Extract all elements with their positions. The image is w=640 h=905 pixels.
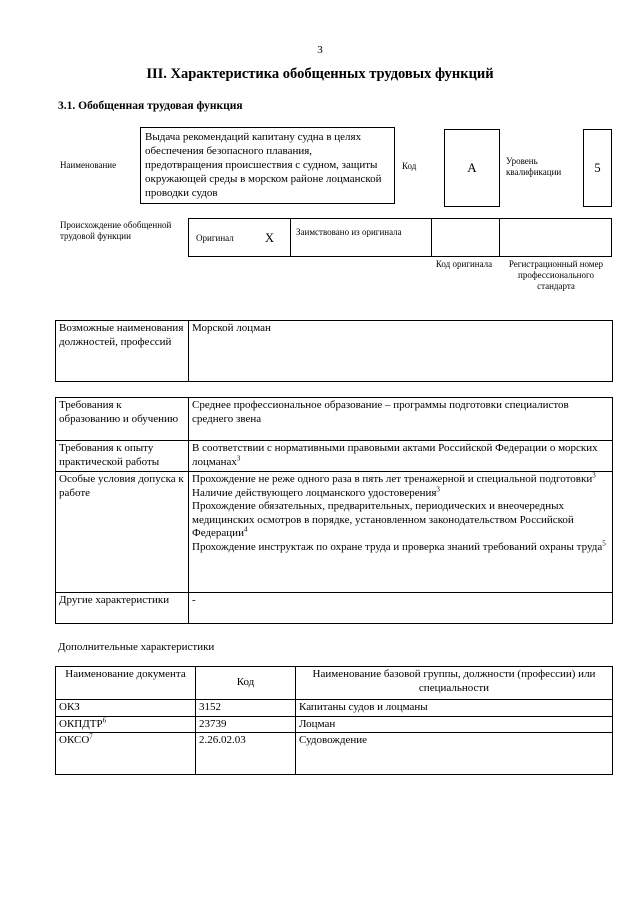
subsection-title: 3.1. Обобщенная трудовая функция bbox=[58, 100, 243, 112]
header-doc: Наименование документа bbox=[56, 667, 196, 700]
origin-label: Происхождение обобщенной трудовой функции bbox=[60, 220, 172, 241]
code-cell: 2.26.02.03 bbox=[196, 733, 296, 775]
req-line bbox=[192, 500, 609, 541]
level-label: Уровень квалификации bbox=[506, 156, 562, 177]
original-label: Оригинал bbox=[196, 233, 234, 243]
doc-name: ОКСО bbox=[59, 734, 90, 746]
req-text: - bbox=[192, 594, 196, 606]
req-value bbox=[189, 398, 613, 441]
req-label: Другие характеристики bbox=[56, 593, 189, 624]
doc-cell bbox=[56, 716, 196, 733]
header-code: Код bbox=[196, 667, 296, 700]
req-text: Наличие действующего лоцманского удостоверения bbox=[192, 486, 437, 499]
req-line bbox=[192, 538, 609, 555]
req-line bbox=[192, 473, 609, 487]
req-row-admission bbox=[56, 472, 613, 593]
doc-name: ОКПДТР bbox=[59, 717, 103, 730]
doc-cell bbox=[56, 700, 196, 717]
req-text: Прохождение обязательных, предварительных, периодических и внеочередных медицинских осмотров в порядке, установленном законодательством Российской Федерации bbox=[192, 500, 574, 539]
req-value bbox=[189, 441, 613, 472]
code-value-box bbox=[444, 129, 500, 207]
footnote-ref: 7 bbox=[89, 732, 93, 741]
original-mark: Х bbox=[265, 231, 275, 245]
footnote-ref: 5 bbox=[602, 538, 606, 547]
function-name-box bbox=[140, 127, 395, 204]
code-label: Код bbox=[402, 161, 417, 171]
origin-row bbox=[188, 218, 612, 257]
req-text: В соответствии с нормативными правовыми актами Российской Федерации о морских лоцманах bbox=[192, 442, 598, 468]
positions-label: Возможные наименования должностей, профессий bbox=[56, 321, 189, 382]
level-value: 5 bbox=[594, 161, 601, 175]
level-value-box bbox=[583, 129, 612, 207]
page-number: 3 bbox=[317, 44, 323, 56]
header-name: Наименование базовой группы, должности (профессии) или специальности bbox=[296, 667, 613, 700]
positions-row bbox=[56, 321, 613, 382]
code-cell: 23739 bbox=[196, 716, 296, 733]
additional-table bbox=[55, 666, 613, 775]
req-label: Требования к образованию и обучению bbox=[56, 398, 189, 441]
code-cell: 3152 bbox=[196, 700, 296, 717]
origin-divider-1 bbox=[290, 219, 291, 256]
req-label: Требования к опыту практической работы bbox=[56, 441, 189, 472]
positions-value: Морской лоцман bbox=[189, 321, 613, 382]
additional-header-row bbox=[56, 667, 613, 700]
table-row bbox=[56, 700, 613, 717]
section-title: III. Характеристика обобщенных трудовых функций bbox=[146, 66, 494, 82]
requirements-table bbox=[55, 397, 613, 624]
origin-code-caption: Код оригинала bbox=[435, 259, 493, 269]
doc-name: ОКЗ bbox=[59, 701, 80, 713]
req-text: Прохождение не реже одного раза в пять лет тренажерной и специальной подготовки bbox=[192, 473, 593, 485]
doc-cell bbox=[56, 733, 196, 775]
name-label: Наименование bbox=[60, 160, 117, 170]
req-line bbox=[192, 484, 609, 501]
footnote-ref: 3 bbox=[592, 471, 596, 480]
req-value bbox=[189, 472, 613, 593]
name-cell: Судовождение bbox=[296, 733, 613, 775]
table-row bbox=[56, 716, 613, 733]
reg-number-caption: Регистрационный номер профессионального стандарта bbox=[508, 259, 604, 291]
code-value: А bbox=[467, 160, 477, 175]
table-row bbox=[56, 733, 613, 775]
name-cell: Капитаны судов и лоцманы bbox=[296, 700, 613, 717]
borrowed-label: Заимствовано из оригинала bbox=[296, 227, 402, 237]
origin-divider-3 bbox=[499, 219, 500, 256]
req-row-other bbox=[56, 593, 613, 624]
function-name-value: Выдача рекомендаций капитану судна в целях обеспечения безопасного плавания, предотвращения происшествия с судном, защиты окружающей среды в морском районе лоцманской проводки судов bbox=[145, 131, 382, 199]
req-label: Особые условия допуска к работе bbox=[56, 472, 189, 593]
req-row-experience bbox=[56, 441, 613, 472]
footnote-ref: 3 bbox=[236, 453, 241, 462]
req-value bbox=[189, 593, 613, 624]
req-text: Среднее профессиональное образование – программы подготовки специалистов среднего звена bbox=[192, 399, 569, 425]
footnote-ref: 3 bbox=[436, 484, 440, 493]
positions-table bbox=[55, 320, 613, 382]
req-row-education bbox=[56, 398, 613, 441]
name-cell: Лоцман bbox=[296, 716, 613, 733]
additional-title: Дополнительные характеристики bbox=[58, 641, 215, 653]
origin-divider-2 bbox=[431, 219, 432, 256]
footnote-ref: 4 bbox=[243, 525, 248, 534]
footnote-ref: 6 bbox=[102, 715, 107, 724]
req-text: Прохождение инструктаж по охране труда и проверка знаний требований охраны труда bbox=[192, 540, 603, 553]
